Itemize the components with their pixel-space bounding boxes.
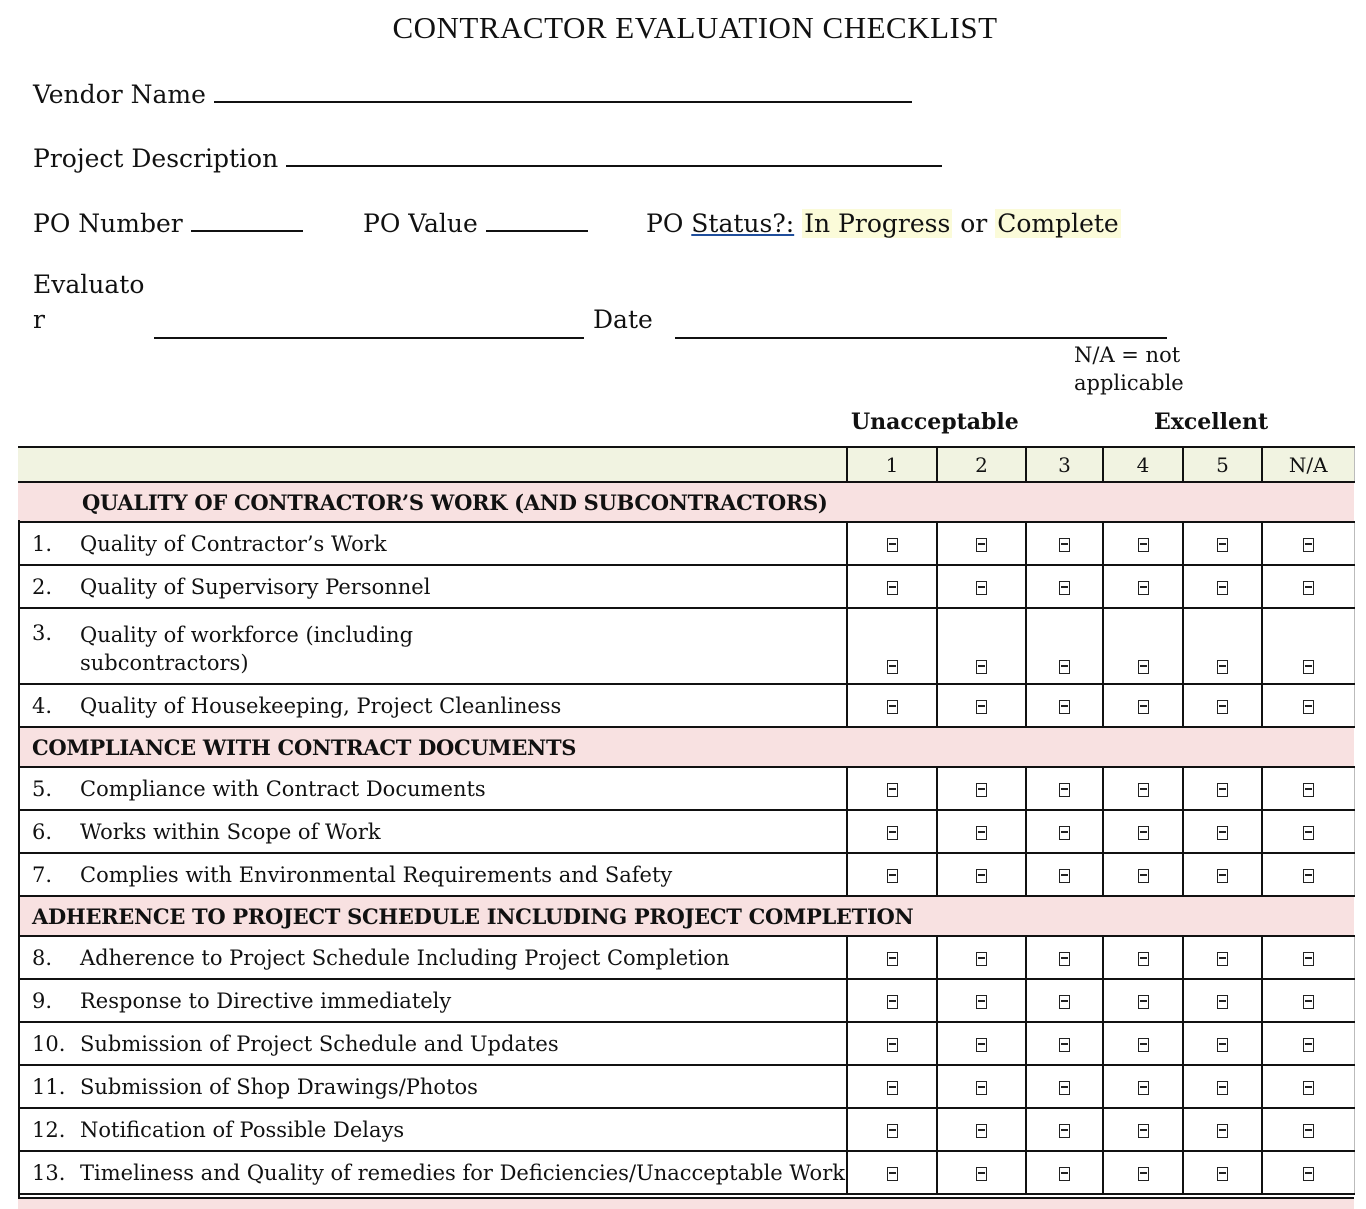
rating-cell (1026, 767, 1103, 810)
section-heading: QUALITY OF CONTRACTOR’S WORK (AND SUBCONTRACTORS) (18, 482, 1354, 522)
section-heading-row (18, 482, 1354, 522)
rating-cell (1183, 684, 1262, 727)
rating-checkbox[interactable] (1303, 538, 1314, 552)
header-blank-cell (18, 447, 847, 482)
rating-checkbox[interactable] (976, 783, 987, 797)
rating-cell (937, 853, 1026, 896)
rating-cell (847, 1022, 937, 1065)
item-number: 2. (32, 574, 53, 599)
item-text: Compliance with Contract Documents (80, 776, 486, 801)
checklist-row (18, 853, 1354, 896)
rating-checkbox[interactable] (976, 1081, 987, 1095)
section-heading-row (18, 896, 1354, 936)
rating-cell (1183, 853, 1262, 896)
next-section-strip (18, 1197, 1354, 1209)
checklist-item (18, 684, 847, 727)
rating-cell (937, 1022, 1026, 1065)
rating-checkbox[interactable] (887, 581, 898, 595)
rating-cell (1026, 1151, 1103, 1194)
rating-checkbox[interactable] (887, 783, 898, 797)
rating-checkbox[interactable] (1059, 783, 1070, 797)
rating-cell (1262, 810, 1354, 853)
rating-checkbox[interactable] (1303, 1167, 1314, 1181)
rating-cell (1026, 936, 1103, 979)
rating-cell (937, 810, 1026, 853)
rating-checkbox[interactable] (1303, 826, 1314, 840)
rating-cell (1103, 979, 1183, 1022)
rating-cell (1026, 1065, 1103, 1108)
po-status-link[interactable]: Status?: (691, 209, 795, 238)
date-label: Date (593, 305, 653, 334)
rating-cell (847, 767, 937, 810)
project-description-row (33, 144, 942, 173)
checklist-item (18, 810, 847, 853)
rating-cell (1262, 684, 1354, 727)
rating-checkbox[interactable] (1303, 783, 1314, 797)
checklist-row (18, 1108, 1354, 1151)
rating-cell (937, 1065, 1026, 1108)
project-description-field[interactable] (286, 165, 942, 167)
rating-checkbox[interactable] (1217, 952, 1228, 966)
rating-checkbox[interactable] (1138, 1124, 1149, 1138)
na-note-line2: applicable (1074, 371, 1184, 395)
table-left-border (18, 520, 20, 1197)
rating-cell (847, 979, 937, 1022)
rating-cell (1026, 565, 1103, 608)
checklist-item (18, 522, 847, 565)
section-heading: COMPLIANCE WITH CONTRACT DOCUMENTS (18, 727, 1354, 767)
scale-low-label: Unacceptable (851, 409, 1019, 435)
rating-cell (937, 684, 1026, 727)
rating-cell (937, 522, 1026, 565)
section-heading-row (18, 727, 1354, 767)
na-note (1074, 341, 1184, 397)
checklist-item (18, 565, 847, 608)
item-text: Submission of Project Schedule and Updates (80, 1031, 559, 1056)
rating-checkbox[interactable] (976, 1167, 987, 1181)
rating-cell (1183, 522, 1262, 565)
checklist-item (18, 1022, 847, 1065)
rating-cell (847, 936, 937, 979)
rating-checkbox[interactable] (976, 581, 987, 595)
rating-cell (1262, 979, 1354, 1022)
rating-cell (937, 1108, 1026, 1151)
rating-checkbox[interactable] (887, 952, 898, 966)
rating-checkbox[interactable] (887, 1167, 898, 1181)
rating-checkbox[interactable] (1303, 1081, 1314, 1095)
item-text: Notification of Possible Delays (80, 1117, 405, 1142)
rating-cell (847, 853, 937, 896)
rating-cell (1183, 1065, 1262, 1108)
item-number: 6. (32, 819, 53, 844)
checklist-row (18, 608, 1354, 684)
item-text: Response to Directive immediately (80, 988, 452, 1013)
rating-cell (1026, 853, 1103, 896)
rating-checkbox[interactable] (1303, 700, 1314, 714)
item-number: 9. (32, 988, 53, 1013)
rating-checkbox[interactable] (887, 1124, 898, 1138)
item-text: Adherence to Project Schedule Including Project Completion (80, 945, 730, 970)
po-value-field[interactable] (486, 230, 588, 232)
item-text: Quality of Contractor’s Work (80, 531, 387, 556)
checklist-item (18, 1151, 847, 1194)
item-number: 3. (32, 621, 53, 645)
rating-cell (1262, 565, 1354, 608)
checklist-row (18, 1151, 1354, 1194)
rating-checkbox[interactable] (1217, 995, 1228, 1009)
rating-checkbox[interactable] (887, 538, 898, 552)
checklist-row (18, 522, 1354, 565)
rating-checkbox[interactable] (1217, 660, 1228, 674)
rating-cell (937, 979, 1026, 1022)
rating-cell (1183, 936, 1262, 979)
rating-checkbox[interactable] (887, 660, 898, 674)
vendor-name-field[interactable] (214, 101, 912, 103)
checklist-item (18, 767, 847, 810)
rating-checkbox[interactable] (1217, 869, 1228, 883)
rating-cell (1026, 608, 1103, 684)
rating-cell (1262, 522, 1354, 565)
po-value-label: PO Value (363, 209, 478, 238)
rating-column-header: 2 (937, 447, 1026, 482)
checklist-item (18, 853, 847, 896)
item-text: Works within Scope of Work (80, 819, 381, 844)
rating-checkbox[interactable] (1303, 952, 1314, 966)
item-number: 10. (32, 1031, 66, 1056)
po-status-label: PO (646, 209, 684, 238)
rating-cell (1183, 1151, 1262, 1194)
rating-cell (1026, 1022, 1103, 1065)
rating-cell (1103, 608, 1183, 684)
rating-checkbox[interactable] (1217, 1081, 1228, 1095)
rating-checkbox[interactable] (976, 1038, 987, 1052)
rating-checkbox[interactable] (887, 700, 898, 714)
rating-checkbox[interactable] (1138, 1038, 1149, 1052)
rating-cell (937, 608, 1026, 684)
status-in-progress[interactable]: In Progress (804, 209, 951, 238)
rating-checkbox[interactable] (1217, 1038, 1228, 1052)
item-number: 4. (32, 693, 53, 718)
evaluation-table (18, 446, 1355, 1195)
rating-cell (1103, 767, 1183, 810)
item-text: Quality of Supervisory Personnel (80, 574, 431, 599)
rating-checkbox[interactable] (1059, 826, 1070, 840)
rating-cell (1103, 936, 1183, 979)
rating-cell (1262, 1065, 1354, 1108)
checklist-item (18, 1108, 847, 1151)
rating-checkbox[interactable] (976, 995, 987, 1009)
rating-checkbox[interactable] (1303, 660, 1314, 674)
rating-checkbox[interactable] (1138, 700, 1149, 714)
item-number: 8. (32, 945, 53, 970)
rating-cell (1183, 767, 1262, 810)
rating-cell (937, 936, 1026, 979)
rating-cell (1183, 810, 1262, 853)
rating-cell (1183, 1022, 1262, 1065)
rating-checkbox[interactable] (1059, 869, 1070, 883)
page-title: CONTRACTOR EVALUATION CHECKLIST (392, 10, 998, 45)
checklist-row (18, 810, 1354, 853)
rating-cell (1262, 1151, 1354, 1194)
checklist-row (18, 684, 1354, 727)
checklist-item (18, 979, 847, 1022)
rating-checkbox[interactable] (887, 1081, 898, 1095)
checklist-row (18, 565, 1354, 608)
evaluator-field[interactable] (154, 337, 584, 339)
rating-checkbox[interactable] (976, 660, 987, 674)
rating-checkbox[interactable] (887, 826, 898, 840)
checklist-row (18, 979, 1354, 1022)
rating-checkbox[interactable] (1138, 869, 1149, 883)
rating-cell (847, 565, 937, 608)
rating-checkbox[interactable] (1059, 700, 1070, 714)
rating-checkbox[interactable] (1303, 1124, 1314, 1138)
rating-cell (847, 1151, 937, 1194)
rating-checkbox[interactable] (887, 1038, 898, 1052)
rating-cell (1262, 1022, 1354, 1065)
rating-cell (937, 767, 1026, 810)
rating-header-row (18, 447, 1354, 482)
item-text: Submission of Shop Drawings/Photos (80, 1074, 478, 1099)
rating-cell (1026, 1108, 1103, 1151)
po-number-label: PO Number (33, 209, 183, 238)
scale-high-label: Excellent (1154, 409, 1269, 435)
checklist-item (18, 608, 847, 684)
rating-cell (847, 1108, 937, 1151)
rating-cell (1262, 767, 1354, 810)
vendor-name-row (33, 80, 912, 109)
rating-checkbox[interactable] (976, 538, 987, 552)
rating-cell (1026, 979, 1103, 1022)
rating-checkbox[interactable] (976, 952, 987, 966)
rating-checkbox[interactable] (1217, 1167, 1228, 1181)
rating-checkbox[interactable] (1303, 1038, 1314, 1052)
rating-cell (1103, 1108, 1183, 1151)
rating-cell (1262, 853, 1354, 896)
rating-checkbox[interactable] (1138, 952, 1149, 966)
rating-cell (1103, 810, 1183, 853)
rating-checkbox[interactable] (1059, 1167, 1070, 1181)
rating-cell (1103, 1065, 1183, 1108)
rating-column-header: 4 (1103, 447, 1183, 482)
checklist-row (18, 936, 1354, 979)
rating-checkbox[interactable] (976, 700, 987, 714)
rating-checkbox[interactable] (1059, 1038, 1070, 1052)
rating-column-header: N/A (1262, 447, 1354, 482)
item-number: 1. (32, 531, 53, 556)
rating-checkbox[interactable] (887, 869, 898, 883)
rating-column-header: 1 (847, 447, 937, 482)
item-text: Timeliness and Quality of remedies for Deficiencies/Unacceptable Work (80, 1160, 845, 1185)
section-heading: ADHERENCE TO PROJECT SCHEDULE INCLUDING PROJECT COMPLETION (18, 896, 1354, 936)
rating-cell (847, 522, 937, 565)
rating-checkbox[interactable] (1059, 538, 1070, 552)
rating-checkbox[interactable] (1138, 1081, 1149, 1095)
rating-checkbox[interactable] (976, 1124, 987, 1138)
rating-checkbox[interactable] (1138, 1167, 1149, 1181)
rating-cell (1026, 810, 1103, 853)
rating-cell (1103, 1151, 1183, 1194)
status-or: or (960, 209, 988, 238)
rating-cell (847, 1065, 937, 1108)
rating-cell (1026, 684, 1103, 727)
po-status-row (646, 209, 1121, 238)
checklist-row (18, 1022, 1354, 1065)
rating-cell (1103, 1022, 1183, 1065)
item-number: 5. (32, 776, 53, 801)
rating-cell (847, 608, 937, 684)
rating-cell (1262, 608, 1354, 684)
po-number-row (33, 209, 303, 238)
rating-checkbox[interactable] (1138, 826, 1149, 840)
vendor-name-label: Vendor Name (33, 80, 206, 109)
rating-cell (1103, 684, 1183, 727)
rating-cell (1103, 853, 1183, 896)
rating-checkbox[interactable] (1217, 700, 1228, 714)
item-number: 12. (32, 1117, 66, 1142)
rating-checkbox[interactable] (1059, 581, 1070, 595)
rating-checkbox[interactable] (1138, 995, 1149, 1009)
checklist-item (18, 936, 847, 979)
item-number: 11. (32, 1074, 66, 1099)
rating-checkbox[interactable] (1303, 869, 1314, 883)
rating-checkbox[interactable] (1138, 581, 1149, 595)
status-complete[interactable]: Complete (997, 209, 1119, 238)
checklist-item (18, 1065, 847, 1108)
rating-cell (1103, 565, 1183, 608)
rating-checkbox[interactable] (976, 826, 987, 840)
na-note-line1: N/A = not (1074, 343, 1181, 367)
rating-cell (1183, 565, 1262, 608)
rating-checkbox[interactable] (1059, 1124, 1070, 1138)
rating-cell (937, 1151, 1026, 1194)
rating-checkbox[interactable] (1217, 826, 1228, 840)
rating-checkbox[interactable] (1059, 995, 1070, 1009)
rating-checkbox[interactable] (1059, 952, 1070, 966)
project-description-label: Project Description (33, 144, 279, 173)
evaluator-label-part2: r (33, 305, 45, 334)
rating-checkbox[interactable] (1217, 538, 1228, 552)
checklist-row (18, 1065, 1354, 1108)
item-number: 7. (32, 862, 53, 887)
item-text: Quality of Housekeeping, Project Cleanliness (80, 693, 562, 718)
rating-checkbox[interactable] (887, 995, 898, 1009)
rating-checkbox[interactable] (1217, 783, 1228, 797)
rating-cell (1262, 1108, 1354, 1151)
item-text: Quality of workforce (including subcontractors) (80, 623, 414, 675)
rating-cell (847, 810, 937, 853)
rating-checkbox[interactable] (976, 869, 987, 883)
rating-checkbox[interactable] (1138, 538, 1149, 552)
rating-cell (847, 684, 937, 727)
date-field[interactable] (675, 337, 1167, 339)
item-number: 13. (32, 1160, 66, 1185)
rating-checkbox[interactable] (1217, 581, 1228, 595)
rating-cell (1183, 1108, 1262, 1151)
rating-cell (1103, 522, 1183, 565)
rating-checkbox[interactable] (1138, 783, 1149, 797)
po-value-row (363, 209, 588, 238)
rating-cell (937, 565, 1026, 608)
evaluator-label-part1: Evaluato (33, 270, 145, 299)
rating-column-header: 3 (1026, 447, 1103, 482)
rating-checkbox[interactable] (1303, 581, 1314, 595)
item-text: Complies with Environmental Requirements and Safety (80, 862, 673, 887)
rating-checkbox[interactable] (1217, 1124, 1228, 1138)
rating-checkbox[interactable] (1138, 660, 1149, 674)
checklist-row (18, 767, 1354, 810)
rating-cell (1262, 936, 1354, 979)
rating-cell (1183, 608, 1262, 684)
rating-checkbox[interactable] (1303, 995, 1314, 1009)
rating-cell (1026, 522, 1103, 565)
rating-checkbox[interactable] (1059, 660, 1070, 674)
rating-column-header: 5 (1183, 447, 1262, 482)
rating-checkbox[interactable] (1059, 1081, 1070, 1095)
rating-cell (1183, 979, 1262, 1022)
po-number-field[interactable] (191, 230, 303, 232)
